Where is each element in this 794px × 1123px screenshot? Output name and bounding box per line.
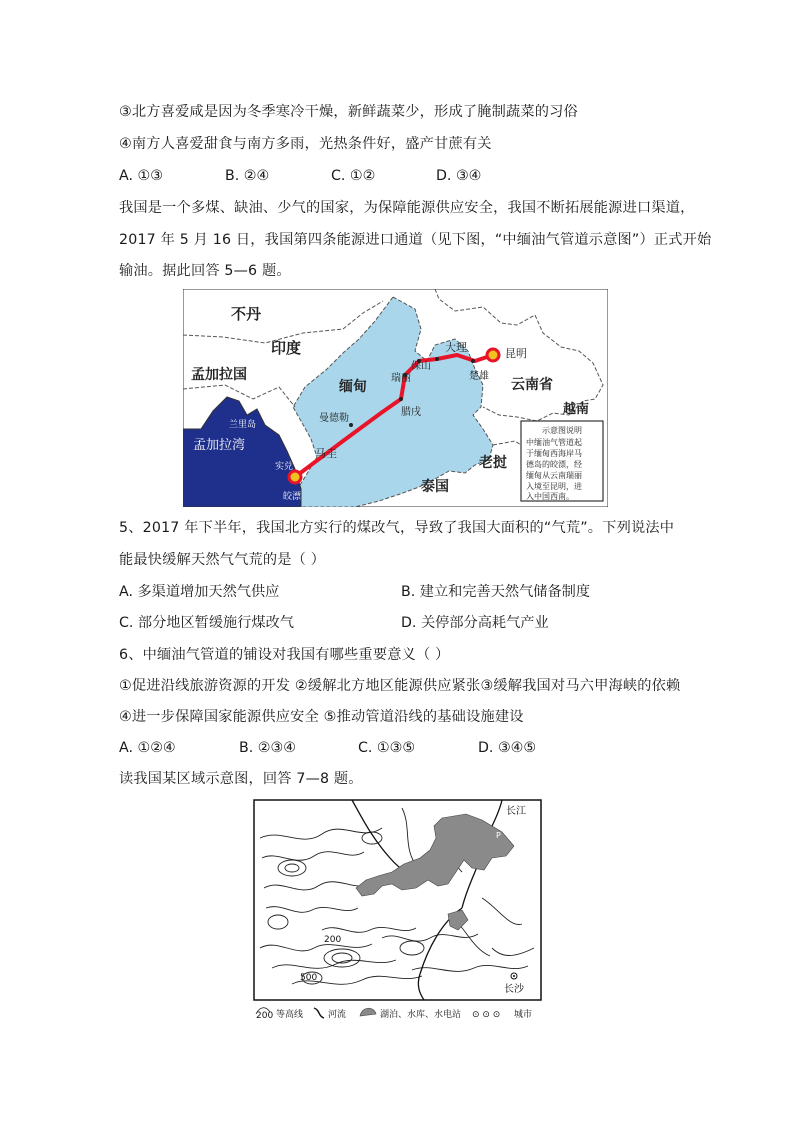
note-line: 入境至昆明，进 xyxy=(526,482,582,491)
legend-city-symbols: ⊙ ⊙ ⊙ xyxy=(472,1010,501,1020)
q5-option-b: B. 建立和完善天然气储备制度 xyxy=(401,584,591,600)
label-dali: 大理 xyxy=(445,341,467,354)
q6-statements-2: ④进一步保障国家能源供应安全 ⑤推动管道沿线的基础设施建设 xyxy=(119,709,524,725)
label-ruili: 瑞丽 xyxy=(391,373,411,384)
label-laos: 老挝 xyxy=(479,455,507,471)
label-bhutan: 不丹 xyxy=(231,305,262,323)
label-mandalay: 曼德勒 xyxy=(319,413,349,424)
q4-option-a: A. ①③ xyxy=(119,168,163,184)
label-changsha: 长沙 xyxy=(504,984,524,995)
kunming-marker xyxy=(487,349,499,361)
q5-option-c: C. 部分地区暂缓施行煤改气 xyxy=(119,615,294,631)
region-contour-map xyxy=(252,798,543,1021)
q6-option-d: D. ③④⑤ xyxy=(478,740,537,756)
label-yunnan: 云南省 xyxy=(511,377,553,393)
label-lashio: 腊戌 xyxy=(401,407,421,418)
label-p: P xyxy=(496,831,501,840)
q5-option-d: D. 关停部分高耗气产业 xyxy=(401,615,549,631)
q7-intro: 读我国某区域示意图，回答 7—8 题。 xyxy=(119,771,363,787)
statement-3: ③北方喜爱咸是因为冬季寒冷干燥，新鲜蔬菜少，形成了腌制蔬菜的习俗 xyxy=(119,104,578,120)
note-line: 缅甸从云南瑞丽 xyxy=(526,471,582,480)
intro-line-2: 2017 年 5 月 16 日，我国第四条能源进口通道（见下图，“中缅油气管道示意图”）正式开始 xyxy=(119,232,712,248)
label-sittwe: 实兑 xyxy=(275,462,294,472)
pipeline-map xyxy=(183,289,608,507)
q5-stem-1: 5、2017 年下半年，我国北方实行的煤改气，导致了我国大面积的“气荒”。下列说法中 xyxy=(119,520,675,536)
label-yangtze: 长江 xyxy=(506,806,526,817)
q4-option-b: B. ②④ xyxy=(225,168,270,184)
q4-option-d: D. ③④ xyxy=(436,168,482,184)
label-myanmar: 缅甸 xyxy=(339,379,367,395)
q6-option-b: B. ②③④ xyxy=(239,740,296,756)
label-contour-200: 200 xyxy=(324,935,342,945)
q6-stem: 6、中缅油气管道的铺设对我国有哪些重要意义（ ） xyxy=(119,647,450,663)
q6-option-c: C. ①③⑤ xyxy=(358,740,416,756)
intro-line-3: 输油。据此回答 5—6 题。 xyxy=(119,263,291,279)
q6-option-a: A. ①②④ xyxy=(119,740,176,756)
legend-contour: 等高线 xyxy=(276,1010,304,1020)
legend-lake: 湖泊、水库、水电站 xyxy=(380,1010,462,1020)
note-title: 示意图说明 xyxy=(542,426,582,435)
note-line: 中缅油气管道起 xyxy=(526,438,582,447)
label-baoshan: 保山 xyxy=(411,361,431,372)
statement-4: ④南方人喜爱甜食与南方多雨，光热条件好，盛产甘蔗有关 xyxy=(119,136,492,152)
q5-stem-2: 能最快缓解天然气气荒的是（ ） xyxy=(119,552,326,568)
label-vietnam: 越南 xyxy=(563,402,590,417)
q6-statements-1: ①促进沿线旅游资源的开发 ②缓解北方地区能源供应紧张③缓解我国对马六甲海峡的依赖 xyxy=(119,678,681,694)
legend-contour-value: 200 xyxy=(256,1011,274,1021)
intro-line-1: 我国是一个多煤、缺油、少气的国家，为保障能源供应安全，我国不断拓展能源进口渠道， xyxy=(119,200,695,216)
label-ramree: 兰里岛 xyxy=(229,420,257,430)
legend-river: 河流 xyxy=(328,1010,347,1020)
label-contour-500: 500 xyxy=(300,973,318,983)
label-chuxiong: 楚雄 xyxy=(469,371,489,382)
q4-option-c: C. ①② xyxy=(331,168,376,184)
label-thailand: 泰国 xyxy=(421,479,449,495)
note-line: 于缅甸西海岸马 xyxy=(526,449,582,458)
note-line: 入中国西南。 xyxy=(526,492,574,501)
kyaukpyu-marker xyxy=(289,471,301,483)
note-line: 德岛的皎漂，经 xyxy=(526,460,582,469)
label-bay: 孟加拉湾 xyxy=(193,438,246,453)
legend-city: 城市 xyxy=(514,1010,533,1020)
label-kyaukpyu: 皎漂 xyxy=(283,492,302,502)
legend xyxy=(256,1008,532,1021)
q5-option-a: A. 多渠道增加天然气供应 xyxy=(119,584,280,600)
label-bangladesh: 孟加拉国 xyxy=(191,367,247,383)
label-india: 印度 xyxy=(271,339,302,357)
label-magway: 马圭 xyxy=(315,447,337,460)
label-kunming: 昆明 xyxy=(505,347,527,360)
